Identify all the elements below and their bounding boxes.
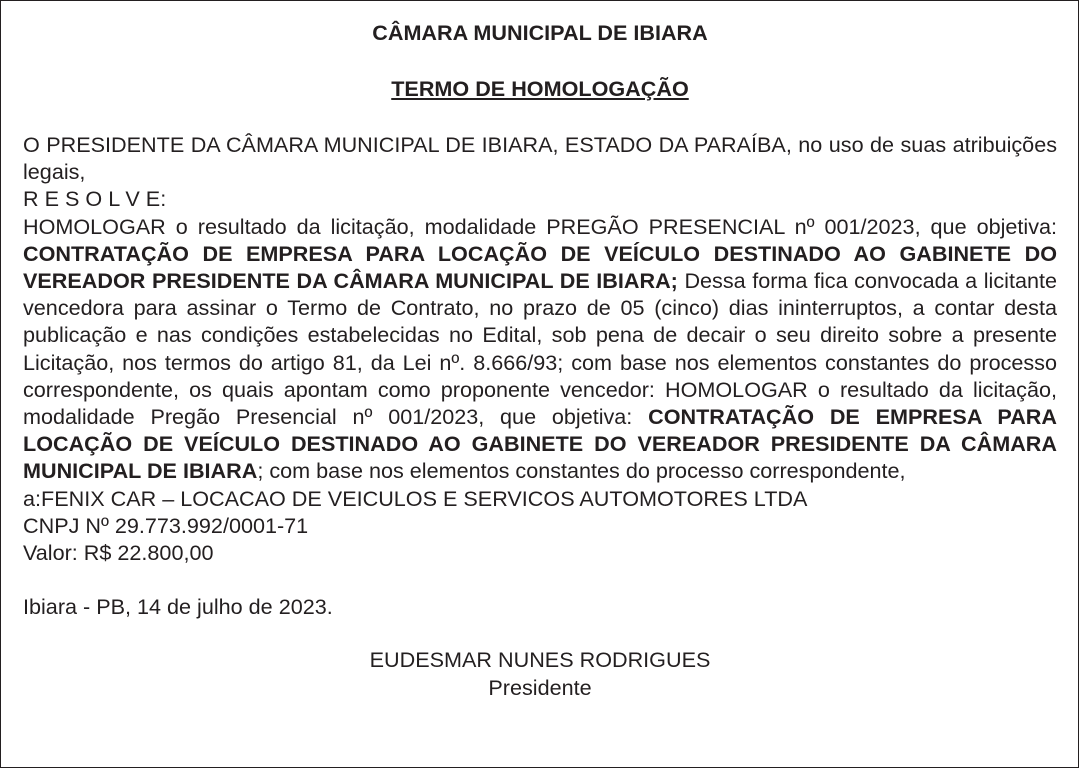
main-paragraph-object-bold-2: CONTRATAÇÃO DE EMPRESA PARA LOCAÇÃO DE VEÍCULO DESTINADO AO GABINETE DO VEREADOR PRESIDENTE DA CÂMARA MUNICIPAL DE IBIARA <box>23 404 1057 484</box>
main-paragraph <box>23 213 1057 485</box>
main-paragraph-object-bold: CONTRATAÇÃO DE EMPRESA PARA LOCAÇÃO DE VEÍCULO DESTINADO AO GABINETE DO VEREADOR PRESIDENTE DA CÂMARA MUNICIPAL DE IBIARA; <box>23 240 1057 294</box>
spacer <box>23 566 1057 593</box>
signatory-name: EUDESMAR NUNES RODRIGUES <box>369 647 711 673</box>
valor-line: Valor: R$ 22.800,00 <box>23 540 214 566</box>
main-paragraph-part-c: ; com base nos elementos constantes do processo correspondente, <box>257 458 906 484</box>
main-paragraph-part-b: Dessa forma fica convocada a licitante vencedora para assinar o Termo de Contrato, no prazo de 05 (cinco) dias ininterruptos, a contar desta publicação e nas condições estabelecidas no Edital, sob pena de decair o seu direito sobre a presente Licitação, nos termos do artigo 81, da Lei nº. 8.666/93; com base nos elementos constantes do processo correspondente, os quais apontam como proponente vencedor: HOMOLOGAR o resultado da licitação, modalidade Pregão Presencial nº 001/2023, que objetiva: <box>23 268 1057 430</box>
document-subtitle: TERMO DE HOMOLOGAÇÃO <box>391 76 689 101</box>
intro-paragraph: O PRESIDENTE DA CÂMARA MUNICIPAL DE IBIARA, ESTADO DA PARAÍBA, no uso de suas atribuições legais, <box>23 132 1057 185</box>
document-body <box>23 131 1057 620</box>
winner-line: a:FENIX CAR – LOCACAO DE VEICULOS E SERVICOS AUTOMOTORES LTDA <box>23 485 808 511</box>
signatory-role: Presidente <box>488 674 592 700</box>
cnpj-line: CNPJ Nº 29.773.992/0001-71 <box>23 512 309 538</box>
signature-block <box>23 646 1057 700</box>
main-paragraph-part-a: HOMOLOGAR o resultado da licitação, modalidade PREGÃO PRESENCIAL nº 001/2023, que objetiva: <box>23 213 1057 239</box>
date-line: Ibiara - PB, 14 de julho de 2023. <box>23 594 333 620</box>
resolve-line: R E S O L V E: <box>23 186 167 212</box>
document-content <box>23 19 1057 701</box>
document-title: CÂMARA MUNICIPAL DE IBIARA <box>372 20 708 45</box>
